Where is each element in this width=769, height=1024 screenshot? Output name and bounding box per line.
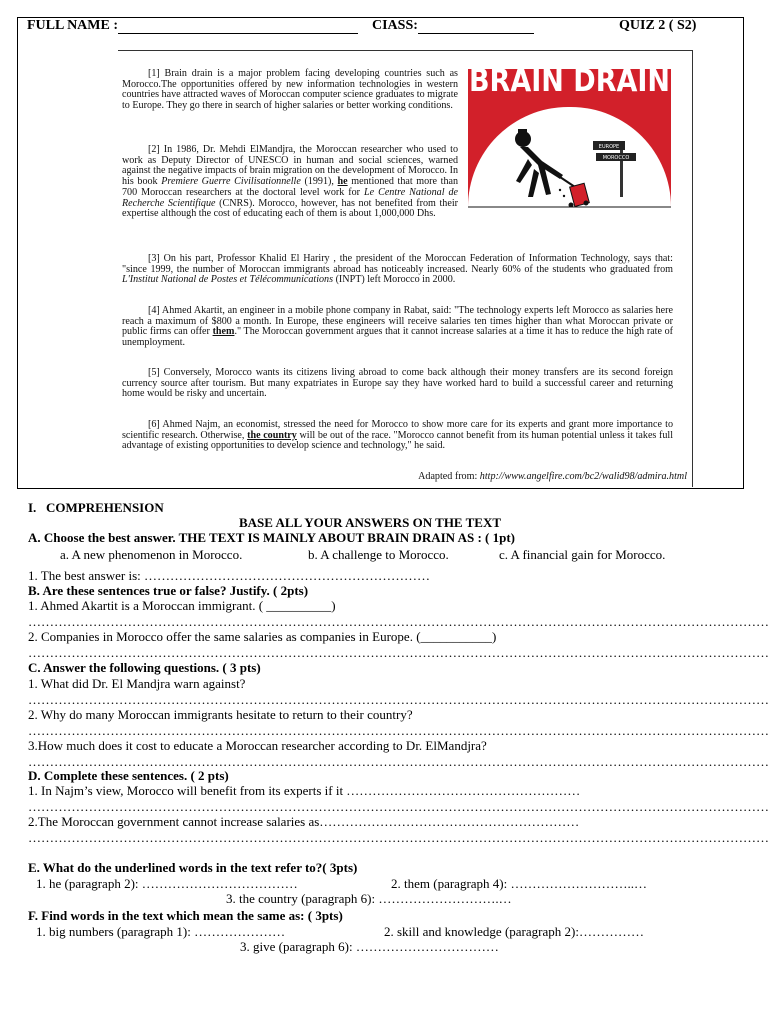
answer-line[interactable]: ………………………………………………………………………………………………………………………………………………………	[28, 754, 769, 769]
passage-edge	[692, 51, 693, 487]
brain-drain-poster	[468, 63, 671, 215]
paragraph-4: [4] Ahmed Akartit, an engineer in a mobile phone company in Rabat, said: "The technology experts left Morocco as salaries here reach a maximum of $800 a month. In Europe, these engineers will receive salaries ten times higher than what Moroccan private or public firms can offer them." The Moroccan government argues that it cannot increase salaries at a time it has to reduce the high rate of unemployment.	[122, 305, 674, 349]
option-b[interactable]: b. A challenge to Morocco.	[308, 547, 449, 562]
synonym-skill-knowledge[interactable]: 2. skill and knowledge (paragraph 2):……………	[384, 924, 644, 939]
sentence-d1[interactable]: 1. In Najm’s view, Morocco will benefit from its experts if it ………………………………………………	[28, 783, 581, 798]
reference-them[interactable]: 2. them (paragraph 4): ………………………..…	[391, 876, 647, 891]
source-credit: Adapted from: http://www.angelfire.com/bc2/walid98/admira.html	[418, 471, 687, 482]
class-field[interactable]	[418, 19, 534, 34]
part-e-heading: E. What do the underlined words in the text refer to?( 3pts)	[28, 860, 358, 875]
synonym-big-numbers[interactable]: 1. big numbers (paragraph 1): …………………	[36, 924, 286, 939]
base-note: BASE ALL YOUR ANSWERS ON THE TEXT	[239, 515, 502, 530]
answer-line[interactable]: ………………………………………………………………………………………………………………………………………………………	[28, 614, 769, 629]
sign-morocco: MOROCCO	[602, 155, 630, 161]
part-c-heading: C. Answer the following questions. ( 3 pts)	[28, 660, 261, 675]
part-b-heading: B. Are these sentences true or false? Justify. ( 2pts)	[28, 583, 309, 598]
tf-question-1: 1. Ahmed Akartit is a Moroccan immigrant. ( __________)	[28, 598, 336, 613]
tf-question-2: 2. Companies in Morocco offer the same salaries as companies in Europe. (___________)	[28, 629, 497, 644]
underlined-them: them	[212, 326, 235, 338]
sentence-d2[interactable]: 2.The Moroccan government cannot increase salaries as……………………………………………………	[28, 814, 580, 829]
answer-line[interactable]: ………………………………………………………………………………………………………………………………………………………	[28, 692, 769, 707]
underlined-the-country: the country	[247, 429, 297, 441]
full-name-field[interactable]	[118, 19, 358, 34]
full-name-label: FULL NAME :	[27, 18, 358, 34]
section-number: I.	[28, 500, 37, 515]
paragraph-3: [3] On his part, Professor Khalid El Hariry , the president of the Moroccan Federation of Information Technology, says that: "since 1999, the number of Moroccan immigrants abroad has noticeably increased. Nearly 60% of the students who graduated from L'Institut National de Postes et Télécommunications (INPT) left Morocco in 2000.	[122, 253, 673, 286]
question-c1: 1. What did Dr. El Mandjra warn against?	[28, 676, 246, 691]
paragraph-1: [1] Brain drain is a major problem facing developing countries such as Morocco.The opportunities offered by new information technologies in western countries have attracted waves of Moroccan computer science graduates to migrate to Europe. They go there in search of higher salaries or better working conditions.	[122, 68, 458, 112]
underlined-he: he	[337, 176, 348, 188]
class-label: CIASS:	[372, 18, 534, 34]
sign-europe: EUROPE	[598, 144, 620, 150]
answer-line[interactable]: ………………………………………………………………………………………………………………………………………………………	[28, 645, 769, 660]
section-title: COMPREHENSION	[46, 500, 164, 515]
poster-illustration	[468, 63, 671, 215]
question-c2: 2. Why do many Moroccan immigrants hesitate to return to their country?	[28, 707, 413, 722]
option-a[interactable]: a. A new phenomenon in Morocco.	[60, 547, 243, 562]
reference-he[interactable]: 1. he (paragraph 2): ………………………………	[36, 876, 298, 891]
answer-line[interactable]: ………………………………………………………………………………………………………………………………………………………	[28, 830, 769, 845]
quiz-title: QUIZ 2 ( S2)	[619, 18, 697, 33]
answer-line[interactable]: ………………………………………………………………………………………………………………………………………………………	[28, 799, 769, 814]
part-a-heading: A. Choose the best answer. THE TEXT IS MAINLY ABOUT BRAIN DRAIN AS : ( 1pt)	[28, 530, 515, 545]
reading-passage	[118, 50, 693, 487]
paragraph-6: [6] Ahmed Najm, an economist, stressed the need for Morocco to show more care for its experts and grant more importance to scientific research. Otherwise, the country will be out of the race. "Morocco cannot benefit from its human potential unless it takes full advantage of existing opportunities to develop science and technology," he said.	[122, 419, 674, 452]
paragraph-5: [5] Conversely, Morocco wants its citizens living abroad to come back although their money transfers are its second foreign currency source after tourism. But many expatriates in Europe say they have worked hard to build a successful career and returning home would be risky and uncertain.	[122, 367, 673, 400]
poster-title: BRAIN DRAIN	[468, 63, 671, 100]
part-f-heading: F. Find words in the text which mean the same as: ( 3pts)	[28, 908, 343, 923]
best-answer-line[interactable]: 1. The best answer is: …………………………………………………………	[28, 568, 431, 583]
reference-the-country[interactable]: 3. the country (paragraph 6): ……………………….…	[226, 891, 512, 906]
answer-line[interactable]: ………………………………………………………………………………………………………………………………………………………	[28, 723, 769, 738]
option-c[interactable]: c. A financial gain for Morocco.	[499, 547, 666, 562]
question-c3: 3.How much does it cost to educate a Moroccan researcher according to Dr. ElMandjra?	[28, 738, 487, 753]
part-d-heading: D. Complete these sentences. ( 2 pts)	[28, 768, 229, 783]
synonym-give[interactable]: 3. give (paragraph 6): ……………………………	[240, 939, 499, 954]
paragraph-2: [2] In 1986, Dr. Mehdi ElMandjra, the Moroccan researcher who used to work as Deputy Director of UNESCO in human and social sciences, warned against the negative impacts of brain migration on the development of Morocco. In his book Premiere Guerre Civilisationnelle (1991), he mentioned that more than 700 Moroccan researchers at the doctoral level work for Le Centre National de Recherche Scientifique (CNRS). Morocco, however, has not benefited from their expertise although the cost of educating each of them is about 1,000,000 Dhs.	[122, 144, 459, 220]
